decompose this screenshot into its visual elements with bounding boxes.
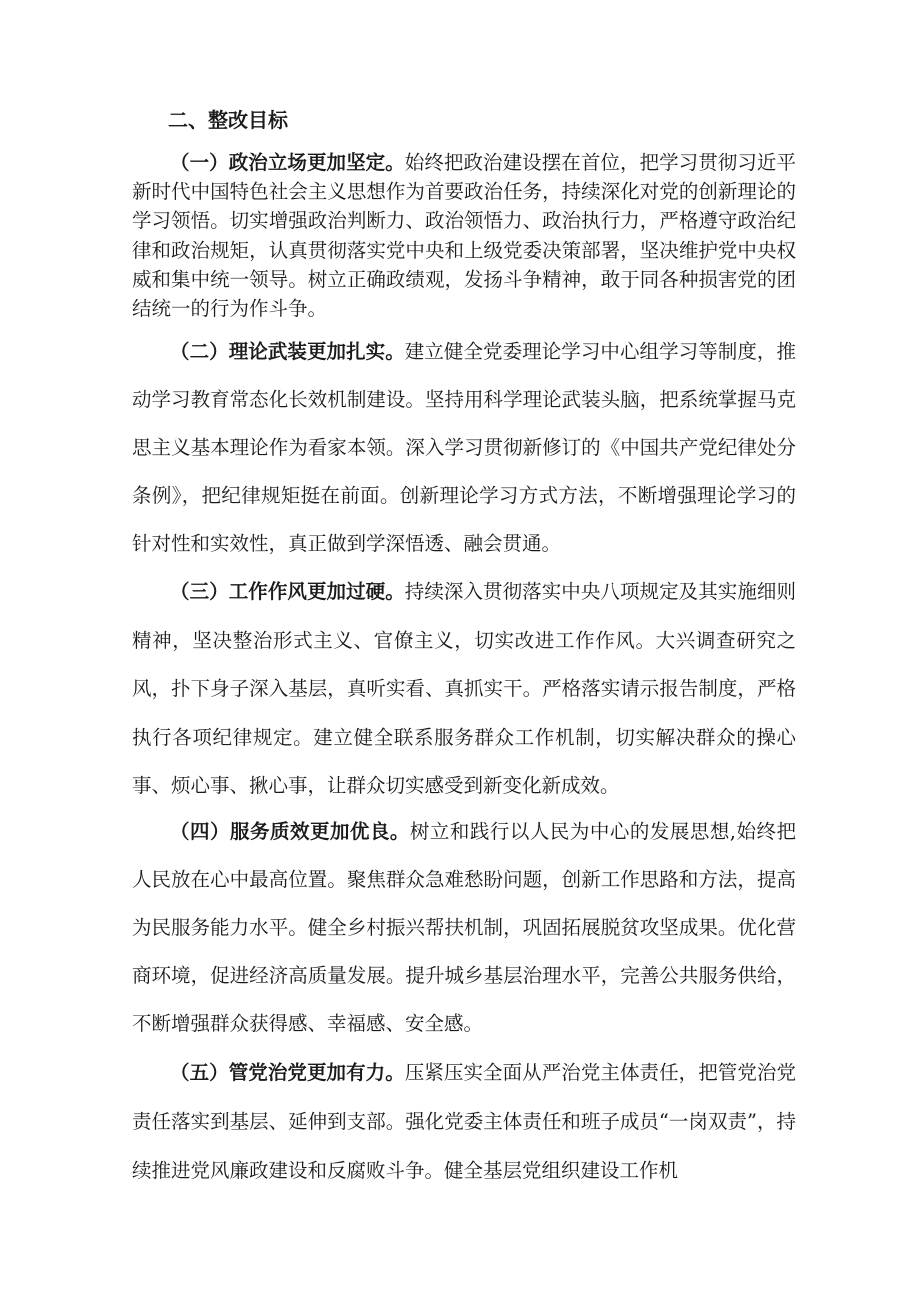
paragraph-lead: （四）服务质效更加优良。 (170, 820, 410, 843)
paragraph-service-quality (132, 808, 796, 1048)
paragraph-lead: （一）政治立场更加坚定。 (170, 151, 405, 174)
paragraph-body: 持续深入贯彻落实中央八项规定及其实施细则精神，坚决整治形式主义、官僚主义，切实改进工作作风。大兴调查研究之风，扑下身子深入基层，真听实看、真抓实干。严格落实请示报告制度，严格执行各项纪律规定。建立健全联系服务群众工作机制，切实解决群众的操心事、烦心事、揪心事，让群众切实感受到新变化新成效。 (132, 580, 796, 798)
paragraph-lead: （五）管党治党更加有力。 (170, 1061, 405, 1084)
paragraph-lead: （二）理论武装更加扎实。 (170, 340, 405, 363)
paragraph-body: 始终把政治建设摆在首位，把学习贯彻习近平新时代中国特色社会主义思想作为首要政治任务，持续深化对党的创新理论的学习领悟。切实增强政治判断力、政治领悟力、政治执行力，严格遵守政治纪律和政治规矩，认真贯彻落实党中央和上级党委决策部署，坚决维护党中央权威和集中统一领导。树立正确政绩观，发扬斗争精神，敢于同各种损害党的团结统一的行为作斗争。 (132, 151, 796, 321)
paragraph-body: 树立和践行以人民为中心的发展思想,始终把人民放在心中最高位置。聚焦群众急难愁盼问题，创新工作思路和方法，提高为民服务能力水平。健全乡村振兴帮扶机制，巩固拓展脱贫攻坚成果。优化营商环境，促进经济高质量发展。提升城乡基层治理水平，完善公共服务供给，不断增强群众获得感、幸福感、安全感。 (132, 820, 796, 1035)
section-heading: 二、整改目标 (168, 108, 288, 132)
paragraph-lead: （三）工作作风更加过硬。 (170, 580, 405, 603)
paragraph-work-style (132, 568, 796, 811)
paragraph-body: 建立健全党委理论学习中心组学习等制度，推动学习教育常态化长效机制建设。坚持用科学理论武装头脑，把系统掌握马克思主义基本理论作为看家本领。深入学习贯彻新修订的《中国共产党纪律处分条例》，把纪律规矩挺在前面。创新理论学习方式方法，不断增强理论学习的针对性和实效性，真正做到学深悟透、融会贯通。 (132, 340, 796, 555)
paragraph-theory (132, 328, 796, 568)
paragraph-political-stance (132, 148, 796, 323)
paragraph-body: 压紧压实全面从严治党主体责任，把管党治党责任落实到基层、延伸到支部。强化党委主体责任和班子成员“一岗双责”，持续推进党风廉政建设和反腐败斗争。健全基层党组织建设工作机 (132, 1061, 796, 1182)
paragraph-party-governance (132, 1048, 796, 1195)
